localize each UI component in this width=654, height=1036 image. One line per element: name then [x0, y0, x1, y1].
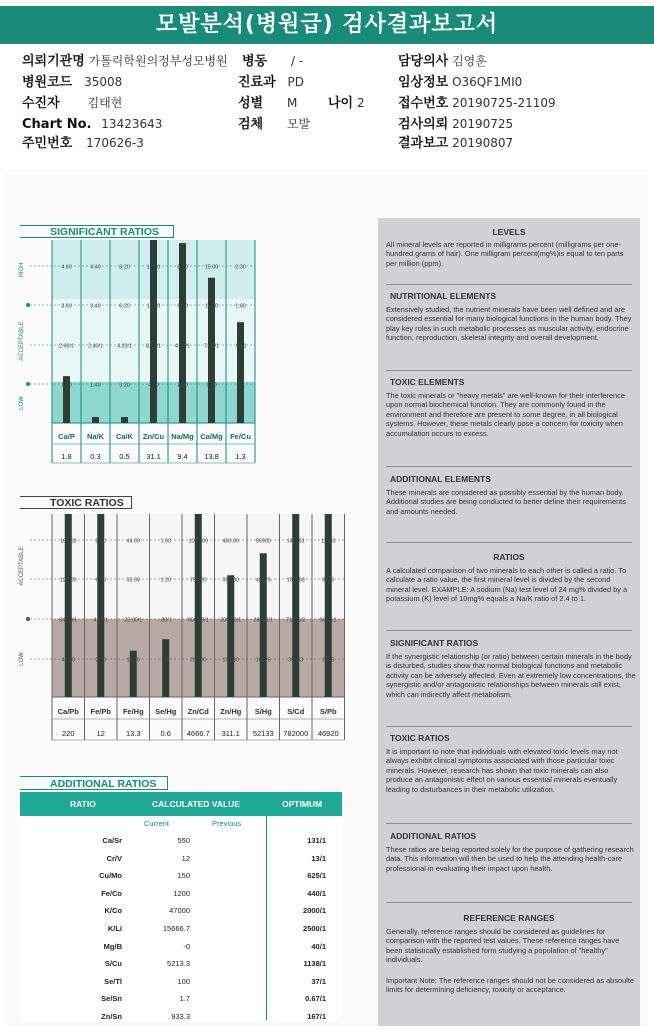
- significant-heading: SIGNIFICANT RATIOS: [390, 638, 479, 648]
- additional-header-row: [20, 792, 342, 816]
- table-row: [20, 889, 342, 904]
- tick-label: 300.00: [222, 577, 239, 584]
- patient-label: 수진자: [22, 96, 60, 111]
- ratio-value: 13.3: [125, 729, 141, 738]
- tick-label: 168.00: [60, 538, 77, 545]
- zone-label: LOW: [19, 396, 25, 410]
- tick-label: 4.00/1: [175, 343, 190, 350]
- tick-label: 142251: [286, 538, 305, 545]
- previous-subheader: Previous: [212, 819, 242, 828]
- ratio-value: 12: [96, 729, 105, 738]
- ratio-label: S/Cd: [287, 707, 305, 716]
- ratios-text: A calculated comparison of two minerals to each other is called a ratio. To calculate a ratio value, the first mineral level is divided by the second mineral level. EXAMPLE: A sodium (Na) test level of 24 mg% divided by a potassium (K) level of 10mg% equals a Na/K ratio of 2.4 to 1.: [386, 566, 628, 604]
- report-date-value: 20190807: [452, 136, 514, 150]
- ward-label: 병동: [242, 54, 268, 69]
- age-value: 2: [356, 96, 365, 110]
- tick-label: 8.00/1: [146, 343, 161, 350]
- ratio-value: 52133: [252, 729, 274, 738]
- additional-ratios-table: [20, 792, 342, 1020]
- ratio-name: Cu/Mo: [99, 871, 122, 881]
- tick-label: 11.00: [126, 657, 140, 664]
- zone-label: ACCEPTABLE: [19, 546, 25, 586]
- ratio-label: Ca/K: [115, 432, 134, 441]
- ratios-heading: RATIOS: [493, 552, 525, 562]
- ratio-bar: [260, 553, 267, 697]
- tick-label: 8535: [322, 577, 335, 584]
- tick-label: 750.00: [190, 577, 207, 584]
- optimum-value: 37/1: [311, 976, 326, 986]
- table-row: [20, 924, 342, 939]
- tick-label: 200.00/1: [220, 617, 242, 624]
- optimum-value: 131/1: [307, 836, 326, 845]
- table-row: [20, 1012, 342, 1027]
- tick-label: .40: [162, 657, 170, 664]
- chart-no-value: 13423643: [101, 117, 163, 131]
- clinical-info-label: 임상정보: [398, 75, 449, 90]
- toxic-heading: TOXIC ELEMENTS: [390, 377, 465, 387]
- tick-label: 11380: [320, 538, 336, 545]
- request-date-label: 검사의뢰: [398, 117, 449, 132]
- tick-label: 1.20: [160, 577, 171, 584]
- calculated-header: CALCULATED VALUE: [152, 799, 240, 809]
- toxic-ratios-heading: TOXIC RATIOS: [390, 733, 450, 743]
- tick-label: 3.40: [90, 303, 101, 310]
- department-label: 진료과: [238, 75, 276, 90]
- current-value: 47000: [169, 906, 190, 916]
- levels-heading: LEVELS: [492, 227, 526, 237]
- toxic-ratios-text: It is important to note that individuals with elevated toxic levels may not always exhibit clinical symptoms associated with those particular toxic minerals. However, research has shown that toxic minerals can also produce an antagonistic effect on various essential minerals eventually leading to disturbances in their metabolic utilization.: [386, 747, 618, 794]
- current-value: 15666.7: [162, 924, 190, 933]
- optimum-value: 2000/1: [303, 906, 326, 916]
- tick-label: 3.00: [206, 382, 217, 389]
- ratio-label: Zn/Cu: [142, 432, 165, 441]
- reference-ranges-text: Generally, reference ranges should be considered as guidelines for comparison with the reported test values. These reference ranges have been statistically established form studying a population of "healthy" individuals.: [386, 927, 620, 965]
- current-value: 12: [181, 853, 190, 863]
- ratio-label: Ca/Pb: [57, 707, 79, 716]
- nutritional-heading: NUTRITIONAL ELEMENTS: [390, 291, 497, 301]
- ratio-name: Mg/B: [103, 941, 122, 951]
- doctor-label: 담당의사: [398, 54, 449, 69]
- tick-label: 7.00/1: [204, 343, 219, 350]
- ratio-label: Fe/Cu: [230, 432, 251, 441]
- ratio-bar: [121, 417, 128, 423]
- institution-label: 의뢰기관명: [22, 54, 85, 69]
- tick-label: 4.40: [90, 264, 101, 271]
- tick-label: 11.00: [204, 303, 219, 310]
- chart-guide-marker: [26, 617, 30, 621]
- toxic-ratios-title: TOXIC RATIOS: [20, 496, 132, 509]
- tick-label: 71126/2: [286, 617, 306, 624]
- age-label: 나이: [328, 96, 354, 111]
- ratio-label: Na/K: [86, 432, 105, 441]
- tick-label: 1.60: [61, 382, 72, 389]
- zone-label: LOW: [19, 652, 25, 666]
- optimum-value: 1138/1: [303, 959, 326, 969]
- current-value: -0: [183, 941, 190, 951]
- ratio-bar: [227, 575, 234, 697]
- tick-label: .90/1: [234, 343, 247, 350]
- tick-label: 1000.00: [188, 538, 208, 545]
- optimum-value: 0.67/1: [305, 994, 326, 1004]
- tick-label: 42675: [255, 577, 271, 584]
- additional-ratios-title: ADDITIONAL RATIOS: [20, 776, 168, 790]
- table-row: [20, 959, 342, 974]
- ssn-label: 주민번호: [22, 136, 73, 151]
- tick-label: 4.20/1: [117, 343, 132, 350]
- ratio-label: Fe/Pb: [90, 707, 111, 716]
- tick-label: 2.00: [177, 382, 188, 389]
- additional-heading: ADDITIONAL ELEMENTS: [390, 474, 491, 484]
- receipt-no-value: 20190725-21109: [452, 96, 556, 110]
- specimen-value: 모발: [286, 117, 311, 131]
- tick-label: .20: [236, 382, 245, 389]
- tick-label: 56900: [255, 538, 271, 545]
- tick-label: 6.60: [95, 577, 106, 584]
- tick-label: 400.00: [222, 538, 239, 545]
- tick-label: 22.00/1: [124, 617, 143, 624]
- tick-label: 2.60/1: [59, 343, 74, 350]
- ratio-label: Fe/Hg: [122, 707, 144, 716]
- tick-label: 4.60: [61, 264, 72, 271]
- tick-label: 15.00: [204, 264, 219, 271]
- tick-label: 44.00: [126, 538, 140, 545]
- zone-label: HIGH: [19, 262, 25, 278]
- current-value: 100: [177, 976, 190, 986]
- ratio-name: K/Li: [107, 924, 122, 933]
- tick-label: 1.40: [90, 382, 101, 389]
- tick-label: 3.60: [61, 303, 72, 310]
- toxic-text: The toxic minerals or "heavy metals" are well-known for their interference upon normal biochemical function. They are commonly found in the environment and therefore are present to some degree, in all biological systems. However, these metals clearly pose a concern for toxicity when accumulation occurs to excess.: [386, 391, 625, 438]
- ratio-label: Ca/Mg: [200, 432, 223, 441]
- tick-label: 16.00: [146, 264, 161, 271]
- tick-label: 250.00: [190, 657, 207, 664]
- ratio-name: K/Co: [104, 906, 122, 916]
- chart-guide-marker: [26, 382, 30, 386]
- report-title: 모발분석(병원급) 검사결과보고서: [0, 6, 654, 44]
- ratio-value: 0.3: [90, 452, 101, 461]
- chart-no-label: Chart No.: [22, 117, 92, 132]
- optimum-value: 2500/1: [303, 924, 326, 933]
- tick-label: 2845: [322, 657, 335, 664]
- ratio-value: 0.5: [119, 452, 130, 461]
- current-value: 150: [177, 871, 190, 881]
- ratio-bar: [92, 417, 99, 423]
- ratio-value: 31.1: [146, 452, 161, 461]
- ratio-bar: [237, 322, 244, 423]
- ratio-value: 1.3: [235, 452, 246, 461]
- specimen-label: 검체: [238, 117, 264, 132]
- hospital-code-label: 병원코드: [22, 75, 73, 90]
- current-value: 1.7: [179, 994, 190, 1004]
- tick-label: 28450/1: [253, 617, 273, 624]
- ratio-bar: [208, 278, 215, 423]
- current-value: 550: [177, 836, 190, 845]
- ratio-name: Ca/Sr: [102, 836, 122, 845]
- chart-guide-marker: [26, 303, 30, 307]
- zone-label: ACCEPTABLE: [19, 321, 25, 361]
- optimum-value: 167/1: [307, 1012, 326, 1021]
- levels-text: All mineral levels are reported in milligrams percent (milligrams per one-hundred grams of hair). One milligram percent(mg%)is equal to ten parts per million (ppm).: [386, 240, 624, 268]
- tick-label: 4.00: [148, 382, 159, 389]
- tick-label: 1.60: [160, 538, 171, 545]
- report-date-label: 결과보고: [398, 136, 449, 151]
- table-row: [20, 854, 342, 869]
- ratio-label: Se/Hg: [155, 707, 177, 716]
- optimum-header: OPTIMUM: [282, 799, 323, 809]
- important-note: Important Note: The reference ranges should not be considered as absoulte limits for determining deficiency, toxicity or acceptance.: [386, 976, 635, 995]
- tick-label: 2.40/1: [88, 343, 103, 350]
- significant-ratios-title: SIGNIFICANT RATIOS: [20, 225, 174, 238]
- ratio-name: Se/Tl: [104, 976, 122, 986]
- tick-label: 100.00: [222, 657, 239, 664]
- tick-label: 84.00/1: [59, 617, 78, 624]
- tick-label: 2.20: [95, 657, 106, 664]
- tick-label: 5690/1: [320, 617, 337, 624]
- optimum-value: 40/1: [311, 941, 326, 951]
- ratio-value: 782000: [283, 729, 309, 738]
- tick-label: 8.20: [119, 264, 130, 271]
- current-value: 5213.3: [167, 959, 190, 969]
- additional-ratios-heading: ADDITIONAL RATIOS: [390, 831, 477, 841]
- tick-label: 2.30: [235, 264, 246, 271]
- tick-label: 106688: [286, 577, 305, 584]
- patient-value: 김태현: [87, 96, 123, 110]
- ratio-value: 0.6: [160, 729, 171, 738]
- current-value: 1200: [173, 888, 190, 898]
- ratio-value: 46920: [317, 729, 339, 738]
- ratio-label: Ca/P: [58, 432, 75, 441]
- ratio-label: S/Hg: [254, 707, 272, 716]
- clinical-info-value: O36QF1MI0: [452, 75, 523, 89]
- tick-label: 12.00: [146, 303, 161, 310]
- optimum-value: 440/1: [307, 888, 326, 898]
- optimum-value: 625/1: [307, 871, 326, 881]
- tick-label: 8.20: [177, 264, 188, 271]
- ssn-value: 170626-3: [86, 136, 144, 150]
- additional-ratios-text: These ratios are being reported solely for the purpose of gathering research data. This information will then be used to help the attending health-care professional in evaluating their impact upon health.: [386, 845, 634, 873]
- nutritional-text: Extensively studied, the nutrient minerals have been well defined and are considered essential for many biological functions in the human body. They play key roles in such metabolic processes as muscular activity, endocrine function, reproduction, skeletal integrity and overall development.: [386, 305, 632, 343]
- ratio-value: 311.1: [221, 729, 240, 738]
- institution-value: 가톨릭학원의정부성모병원: [88, 54, 228, 68]
- request-date-value: 20190725: [452, 117, 514, 131]
- department-value: PD: [287, 75, 304, 89]
- ratio-name: Fe/Co: [101, 888, 122, 898]
- table-row: [20, 871, 342, 886]
- additional-text: These minerals are considered as possibly essential by the human body. Additional studies are being conducted to better define their requirements and amounts needed.: [386, 488, 626, 516]
- tick-label: 6.20: [119, 303, 130, 310]
- table-row: [20, 994, 342, 1009]
- tick-label: 3.20: [119, 382, 130, 389]
- ratio-label: Na/Mg: [171, 432, 194, 441]
- tick-label: 6.20: [177, 303, 188, 310]
- table-row: [20, 836, 342, 851]
- ward-value: / -: [290, 54, 304, 68]
- table-row: [20, 942, 342, 957]
- tick-label: 8.80: [95, 538, 106, 545]
- ratio-label: Zn/Hg: [220, 707, 242, 716]
- sex-value: M: [286, 96, 298, 110]
- optimum-value: 13/1: [311, 853, 326, 863]
- tick-label: .80/1: [159, 617, 172, 624]
- current-subheader: Current: [144, 819, 170, 828]
- tick-label: 4.40/1: [93, 617, 109, 624]
- sex-label: 성별: [238, 96, 264, 111]
- ratio-value: 9.4: [177, 452, 188, 461]
- current-value: 933.3: [171, 1012, 190, 1021]
- tick-label: 14225: [255, 657, 271, 664]
- receipt-no-label: 접수번호: [398, 96, 449, 111]
- ratio-value: 1.8: [61, 452, 72, 461]
- tick-label: 500.00/1: [187, 617, 209, 624]
- tick-label: 35563: [288, 657, 304, 664]
- ratio-name: S/Cu: [104, 959, 122, 969]
- tick-label: 1.60: [235, 303, 246, 310]
- ratio-label: S/Pb: [319, 707, 337, 716]
- ratio-bar: [162, 639, 169, 697]
- doctor-value: 김영훈: [452, 54, 487, 68]
- ratio-name: Cr/V: [106, 853, 122, 863]
- ratio-value: 220: [61, 729, 75, 738]
- tick-label: 42.00: [61, 657, 75, 664]
- tick-label: 126.00: [60, 577, 77, 584]
- hospital-code-value: 35008: [84, 75, 123, 89]
- ratio-header: RATIO: [70, 799, 96, 809]
- table-row: [20, 977, 342, 992]
- ratio-value: 4666.7: [186, 729, 210, 738]
- significant-text: If the synergistic relationship (or ratio) between certain minerals in the body is disturbed, studies show that normal biological functions and metabolic activity can be adversely affected. Even at extremely low concentrations, the synergistic and/or antagonistic relationships between minerals still exist, which can indirectly affect metabolism.: [386, 652, 636, 699]
- ratio-value: 13.8: [204, 452, 219, 461]
- ratio-name: Se/Sn: [101, 994, 122, 1004]
- reference-ranges-heading: REFERENCE RANGES: [463, 913, 555, 923]
- ratio-label: Zn/Cd: [187, 707, 209, 716]
- ratio-name: Zn/Sn: [101, 1012, 122, 1021]
- tick-label: 33.00: [126, 577, 140, 584]
- table-row: [20, 906, 342, 921]
